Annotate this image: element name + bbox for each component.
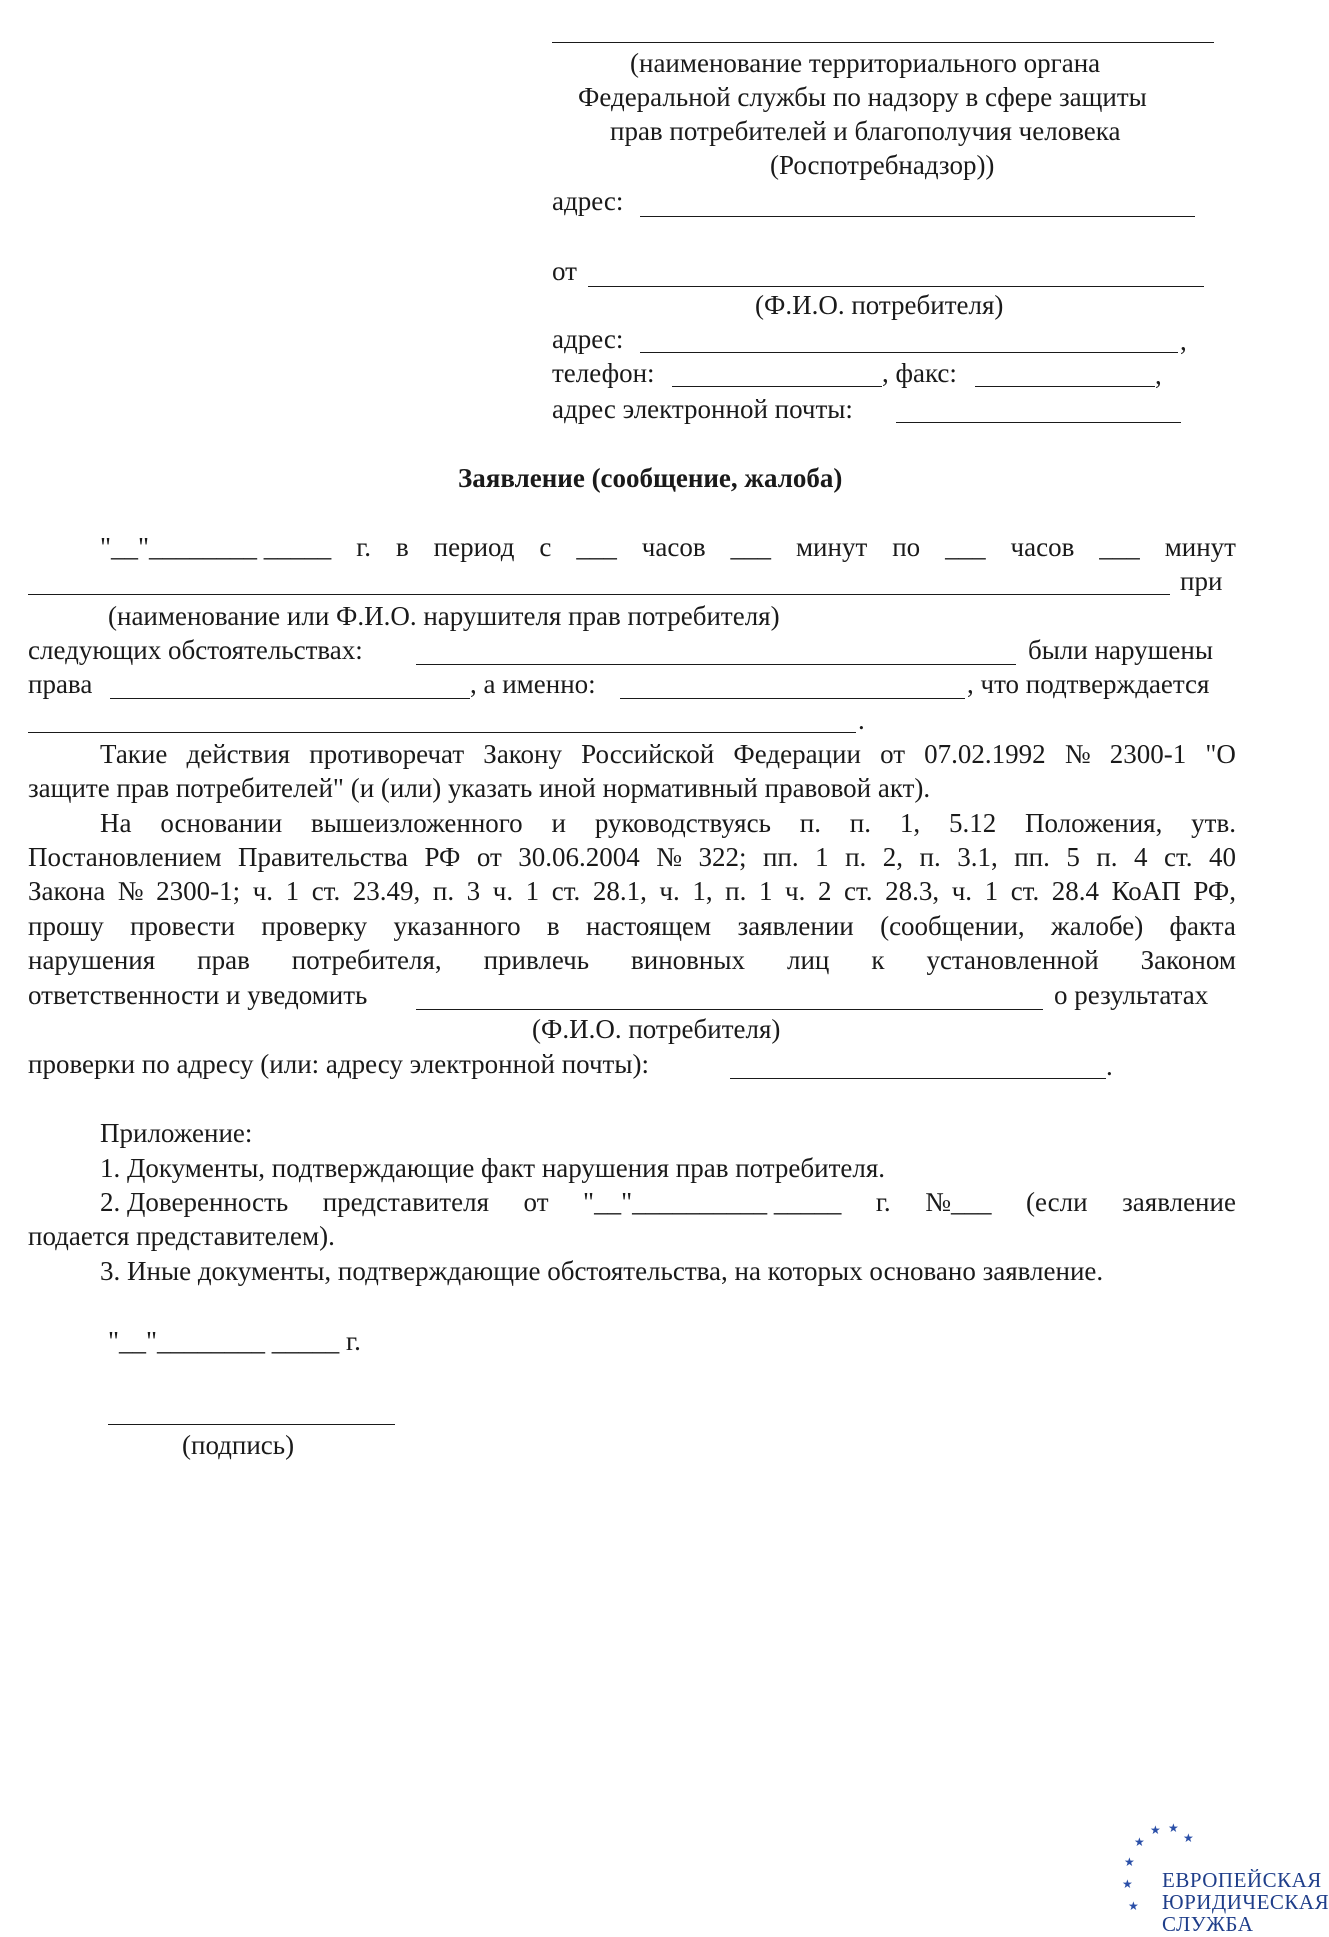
word: ст. <box>551 876 581 906</box>
word: п. <box>849 808 871 838</box>
confirmed-text: , что подтверждается <box>967 669 1210 699</box>
word: потребителя, <box>291 945 442 975</box>
word: минут <box>1164 532 1236 562</box>
consumer-caption-2: (Ф.И.О. потребителя) <box>532 1014 781 1044</box>
namely-field[interactable] <box>620 698 965 699</box>
word: п. <box>1096 842 1118 872</box>
word: утв. <box>1191 808 1236 838</box>
word: ч. <box>951 876 973 906</box>
word: РФ <box>424 842 461 872</box>
word: № <box>1064 739 1091 769</box>
pri-word: при <box>1180 566 1223 596</box>
para3-line-1 <box>100 810 1236 837</box>
attachment-2-line-1 <box>100 1189 1236 1216</box>
attachment-3: 3. Иные документы, подтверждающие обстоятельства, на которых основано заявление. <box>100 1256 1104 1286</box>
word: 5.12 <box>948 808 997 838</box>
word: Законом <box>1140 945 1236 975</box>
phone-field[interactable] <box>672 386 882 387</box>
email-field[interactable] <box>896 422 1181 423</box>
para3-line-2 <box>28 844 1236 871</box>
word: "__"________ _____ <box>100 532 332 562</box>
word: 1, <box>692 876 713 906</box>
violator-field[interactable] <box>28 594 1170 595</box>
word: пп. <box>762 842 799 872</box>
word: к <box>871 945 885 975</box>
confirmation-period: . <box>858 705 865 735</box>
word: РФ, <box>1193 876 1236 906</box>
word: основании <box>160 808 283 838</box>
word: 4 <box>1134 842 1148 872</box>
word: ст. <box>844 876 873 906</box>
word: 28.1, <box>592 876 647 906</box>
word: № <box>117 876 144 906</box>
word: 2300-1 <box>1109 739 1187 769</box>
word: КоАП <box>1111 876 1181 906</box>
from-label: от <box>552 256 577 286</box>
rights-label: права <box>28 669 93 699</box>
consumer-address-field[interactable] <box>640 352 1178 353</box>
word: виновных <box>631 945 746 975</box>
para3-line-6-start: ответственности и уведомить <box>28 980 368 1010</box>
word: Закону <box>483 739 563 769</box>
word: 2, <box>882 842 904 872</box>
phone-label: телефон: <box>552 358 655 388</box>
word: ___ <box>1099 532 1140 562</box>
word: и <box>551 808 566 838</box>
logo-line-3: СЛУЖБА <box>1162 1912 1254 1936</box>
email-label: адрес электронной почты: <box>552 394 853 424</box>
word: от <box>880 739 906 769</box>
word: 2 <box>817 876 832 906</box>
word: 2300-1; <box>156 876 241 906</box>
word: с <box>539 532 552 562</box>
circumstances-label: следующих обстоятельствах: <box>28 635 363 665</box>
authority-caption-4: (Роспотребнадзор)) <box>770 150 995 180</box>
word: ___ <box>945 532 986 562</box>
were-violated-text: были нарушены <box>1028 635 1213 665</box>
word: п. <box>919 842 941 872</box>
word: п. <box>799 808 821 838</box>
signature-field[interactable] <box>108 1424 395 1425</box>
namely-text: , а именно: <box>470 669 596 699</box>
word: 2. Доверенность <box>100 1187 289 1217</box>
attachments-label: Приложение: <box>100 1118 253 1148</box>
word: ___ <box>576 532 617 562</box>
word: Федерации <box>733 739 861 769</box>
word: Закона <box>28 876 106 906</box>
european-legal-service-logo <box>1120 1820 1329 1936</box>
word: часов <box>1010 532 1075 562</box>
word: (если <box>1026 1187 1088 1217</box>
word: 23.49, <box>352 876 421 906</box>
rights-field[interactable] <box>110 698 470 699</box>
word: Такие <box>100 739 168 769</box>
word: ч. <box>785 876 806 906</box>
circumstances-field[interactable] <box>416 664 1016 665</box>
word: от <box>523 1187 549 1217</box>
attachment-2-line-2: подается представителем). <box>28 1221 335 1251</box>
consumer-address-label: адрес: <box>552 324 624 354</box>
word: привлечь <box>483 945 590 975</box>
svg-text:★: ★ <box>1150 1823 1161 1837</box>
para3-line-6-end: о результатах <box>1054 980 1209 1010</box>
word: ст. <box>311 876 341 906</box>
word: Положения, <box>1025 808 1163 838</box>
word: № <box>656 842 682 872</box>
word: от <box>476 842 502 872</box>
word: ч. <box>492 876 514 906</box>
authority-caption-2: Федеральной службы по надзору в сфере защиты <box>578 82 1147 112</box>
confirmation-field[interactable] <box>28 732 856 733</box>
word: минут <box>795 532 868 562</box>
word: 5 <box>1066 842 1080 872</box>
word: п. <box>725 876 747 906</box>
word: 1, <box>899 808 921 838</box>
word: 1 <box>758 876 773 906</box>
svg-text:★: ★ <box>1128 1899 1139 1913</box>
para3-line-5 <box>28 947 1236 974</box>
word: 30.06.2004 <box>518 842 640 872</box>
word: ___ <box>730 532 772 562</box>
svg-text:★: ★ <box>1183 1831 1194 1845</box>
word: жалобе) <box>1051 911 1144 941</box>
fax-comma: , <box>1155 360 1162 390</box>
fax-field[interactable] <box>975 386 1155 387</box>
para2-line-2: защите прав потребителей" (и (или) указать иной нормативный правовой акт). <box>28 773 931 803</box>
word: "О <box>1205 739 1236 769</box>
word: 1 <box>525 876 540 906</box>
word: вышеизложенного <box>311 808 523 838</box>
word: руководствуясь <box>594 808 771 838</box>
word: 28.3, <box>885 876 940 906</box>
word: установленной <box>926 945 1099 975</box>
word: лиц <box>787 945 830 975</box>
logo-line-2: ЮРИДИЧЕСКАЯ <box>1162 1890 1329 1914</box>
word: нарушения <box>28 945 156 975</box>
word: п. <box>845 842 867 872</box>
word: по <box>892 532 921 562</box>
word: 3.1, <box>957 842 998 872</box>
word: противоречат <box>309 739 465 769</box>
word: Постановлением <box>28 842 222 872</box>
violator-caption: (наименование или Ф.И.О. нарушителя прав потребителя) <box>108 601 780 631</box>
word: 28.4 <box>1051 876 1100 906</box>
word: пп. <box>1014 842 1050 872</box>
document-title: Заявление (сообщение, жалоба) <box>458 463 843 493</box>
word: ст. <box>1010 876 1040 906</box>
word: 322; <box>698 842 747 872</box>
consumer-name-field[interactable] <box>588 286 1204 287</box>
word: указанного <box>393 911 521 941</box>
notify-consumer-field[interactable] <box>416 1009 1043 1010</box>
signature-caption: (подпись) <box>182 1430 295 1460</box>
word: в <box>395 532 409 562</box>
word: период <box>433 532 515 562</box>
svg-text:★: ★ <box>1134 1835 1145 1849</box>
para2-line-1 <box>100 741 1236 768</box>
consumer-address-comma: , <box>1180 326 1187 356</box>
body-line-1 <box>100 534 1236 561</box>
word: проверку <box>261 911 368 941</box>
svg-text:★: ★ <box>1122 1877 1133 1891</box>
consumer-caption: (Ф.И.О. потребителя) <box>755 290 1004 320</box>
word: г. <box>356 532 372 562</box>
word: 40 <box>1209 842 1236 872</box>
word: ст. <box>1164 842 1193 872</box>
word: п. <box>432 876 455 906</box>
word: 3 <box>466 876 481 906</box>
word: (сообщении, <box>880 911 1025 941</box>
word: заявлении <box>737 911 854 941</box>
word: 07.02.1992 <box>924 739 1046 769</box>
logo-line-1: ЕВРОПЕЙСКАЯ <box>1162 1868 1322 1892</box>
word: прошу <box>28 911 104 941</box>
word: ч. <box>659 876 680 906</box>
signature-date: "__"________ _____ г. <box>108 1326 361 1356</box>
fax-label: , факс: <box>882 358 957 388</box>
authority-address-label: адрес: <box>552 186 624 216</box>
word: Правительства <box>238 842 408 872</box>
svg-text:★: ★ <box>1124 1855 1135 1869</box>
attachment-1: 1. Документы, подтверждающие факт нарушения прав потребителя. <box>100 1153 886 1183</box>
word: прав <box>197 945 250 975</box>
result-address-period: . <box>1106 1051 1113 1081</box>
word: представителя <box>322 1187 489 1217</box>
word: 1 <box>285 876 300 906</box>
svg-text:★: ★ <box>1168 1821 1179 1835</box>
word: Российской <box>581 739 715 769</box>
para3-line-3 <box>28 878 1236 905</box>
authority-caption-3: прав потребителей и благополучия человека <box>610 116 1121 146</box>
word: На <box>100 808 132 838</box>
word: 1 <box>984 876 999 906</box>
word: часов <box>641 532 706 562</box>
word: №___ <box>925 1187 992 1217</box>
result-address-field[interactable] <box>730 1078 1106 1079</box>
word: "__"__________ _____ <box>583 1187 842 1217</box>
word: 1 <box>815 842 829 872</box>
word: в <box>546 911 560 941</box>
authority-address-field[interactable] <box>640 216 1195 217</box>
authority-caption-1: (наименование территориального органа <box>630 48 1101 78</box>
para3-line-4 <box>28 913 1236 940</box>
word: заявление <box>1122 1187 1236 1217</box>
word: провести <box>130 911 236 941</box>
para3-line-7: проверки по адресу (или: адресу электронной почты): <box>28 1049 649 1079</box>
word: ч. <box>252 876 274 906</box>
word: настоящем <box>586 911 712 941</box>
word: действия <box>186 739 291 769</box>
authority-rule <box>552 42 1214 43</box>
word: факта <box>1169 911 1236 941</box>
word: г. <box>875 1187 891 1217</box>
